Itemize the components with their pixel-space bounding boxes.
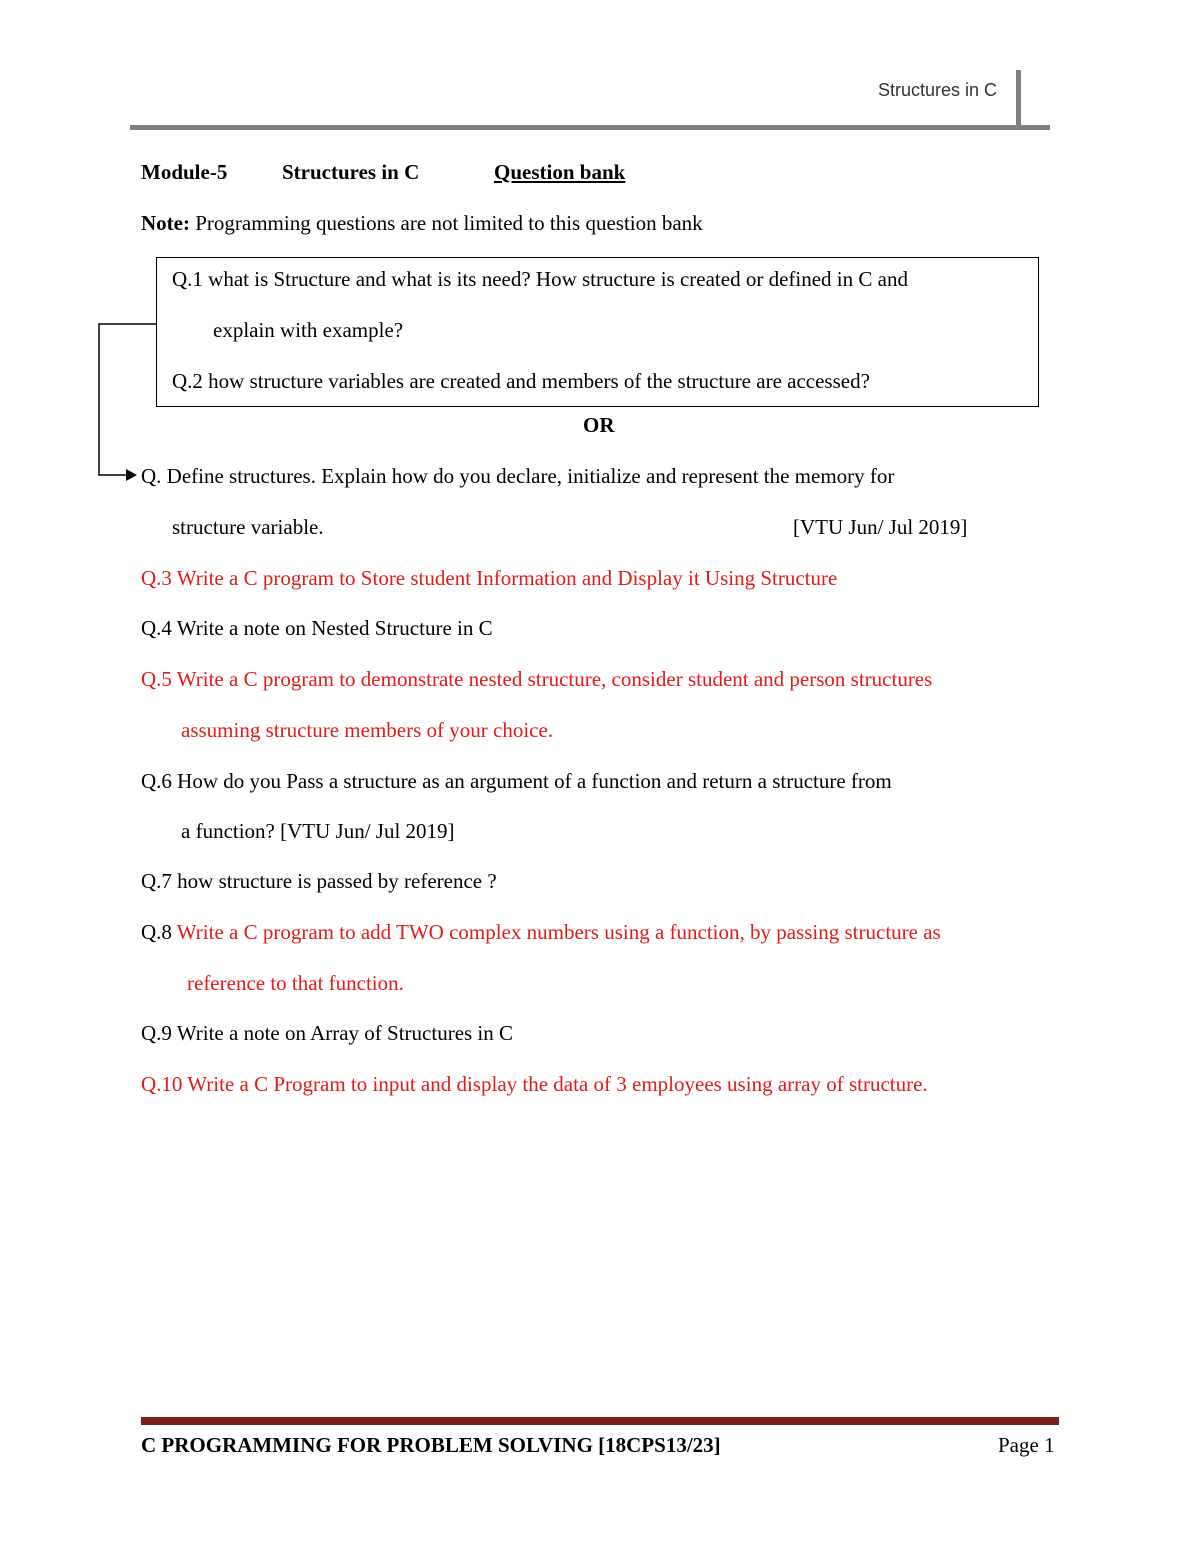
question-2: Q.2 how structure variables are created and members of the structure are accessed?	[172, 369, 870, 393]
question-bank-label: Question bank	[494, 160, 626, 184]
question-5-line-1: Q.5 Write a C program to demonstrate nested structure, consider student and person structures	[141, 667, 933, 691]
question-6-line-2: a function? [VTU Jun/ Jul 2019]	[181, 819, 455, 843]
question-5-line-2: assuming structure members of your choice.	[181, 718, 554, 742]
question-10: Q.10 Write a C Program to input and display the data of 3 employees using array of structure.	[141, 1072, 928, 1096]
question-1-line-2: explain with example?	[213, 318, 404, 342]
note-line	[141, 211, 703, 235]
footer-course-title: C PROGRAMMING FOR PROBLEM SOLVING [18CPS13/23]	[141, 1433, 721, 1457]
header-horizontal-rule	[130, 125, 1050, 130]
alt-question-reference: [VTU Jun/ Jul 2019]	[793, 515, 968, 539]
question-8-number: Q.8	[141, 920, 172, 944]
alt-question-line-1: Q. Define structures. Explain how do you declare, initialize and represent the memory for	[141, 464, 895, 488]
question-9: Q.9 Write a note on Array of Structures in C	[141, 1021, 514, 1045]
running-header-title: Structures in C	[878, 80, 998, 100]
question-7: Q.7 how structure is passed by reference ?	[141, 869, 497, 893]
or-separator: OR	[583, 413, 615, 437]
question-1-line-1: Q.1 what is Structure and what is its need? How structure is created or defined in C and	[172, 267, 908, 291]
header-vertical-rule	[1016, 70, 1021, 128]
question-6-line-1: Q.6 How do you Pass a structure as an argument of a function and return a structure from	[141, 769, 892, 793]
question-8-line-2: reference to that function.	[187, 971, 404, 995]
footer-page-number: Page 1	[998, 1433, 1055, 1457]
alt-question-line-2: structure variable.	[172, 515, 324, 539]
question-4: Q.4 Write a note on Nested Structure in C	[141, 616, 493, 640]
footer-rule	[141, 1417, 1059, 1425]
question-3: Q.3 Write a C program to Store student Information and Display it Using Structure	[141, 566, 838, 590]
or-connector-arrow-icon	[90, 315, 170, 485]
module-label: Module-5	[141, 160, 228, 184]
topic-label: Structures in C	[282, 160, 420, 184]
note-label: Note:	[141, 211, 190, 235]
question-8-line-1	[141, 920, 941, 944]
note-text: Programming questions are not limited to this question bank	[195, 211, 703, 235]
question-8-text: Write a C program to add TWO complex numbers using a function, by passing structure as	[176, 920, 941, 944]
